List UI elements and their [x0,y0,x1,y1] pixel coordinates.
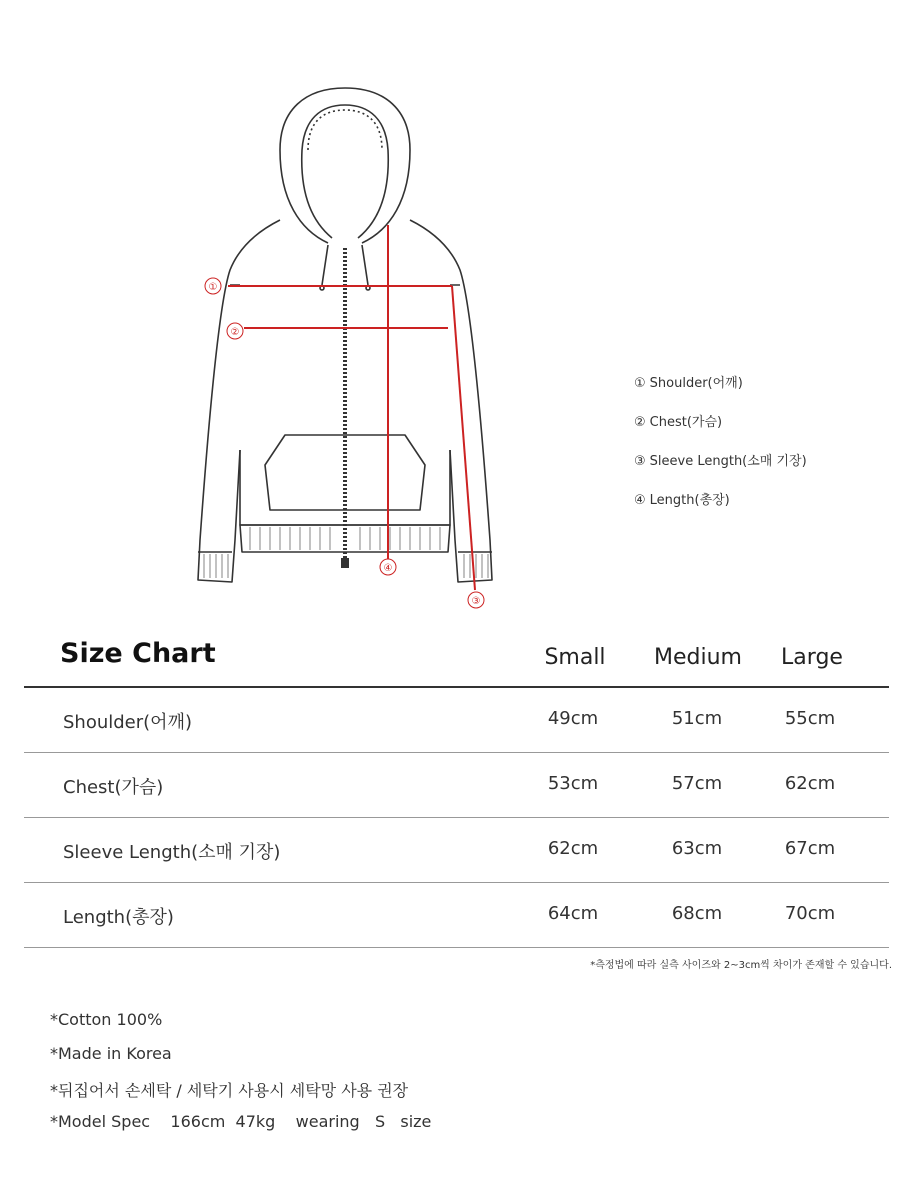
size-chart-title: Size Chart [60,638,216,669]
marker-3: ③ [471,596,481,607]
table-row: Chest(가슴) 53cm 57cm 62cm [24,753,889,818]
measurement-legend [634,374,807,530]
table-row: Shoulder(어깨) 49cm 51cm 55cm [24,688,889,753]
spec-care: *뒤집어서 손세탁 / 세탁기 사용시 세탁망 사용 권장 [50,1081,409,1100]
hoodie-sketch [180,70,510,615]
legend-item-sleeve: ③ Sleeve Length(소매 기장) [634,454,807,469]
table-row: Sleeve Length(소매 기장) 62cm 63cm 67cm [24,818,889,883]
marker-2: ② [230,327,240,338]
column-header-medium: Medium [654,645,742,670]
table-row: Length(총장) 64cm 68cm 70cm [24,883,889,948]
spec-origin: *Made in Korea [50,1044,172,1063]
legend-item-length: ④ Length(총장) [634,493,730,508]
spec-cotton: *Cotton 100% [50,1010,163,1029]
marker-1: ① [208,282,218,293]
column-header-large: Large [781,645,843,670]
measurement-note: *측정법에 따라 실측 사이즈와 2~3cm씩 차이가 존재할 수 있습니다. [590,960,892,971]
legend-item-shoulder: ① Shoulder(어깨) [634,376,743,391]
marker-4: ④ [383,563,393,574]
spec-model: *Model Spec 166cm 47kg wearing S size [50,1112,432,1131]
column-header-small: Small [544,645,606,670]
legend-item-chest: ② Chest(가슴) [634,415,723,430]
